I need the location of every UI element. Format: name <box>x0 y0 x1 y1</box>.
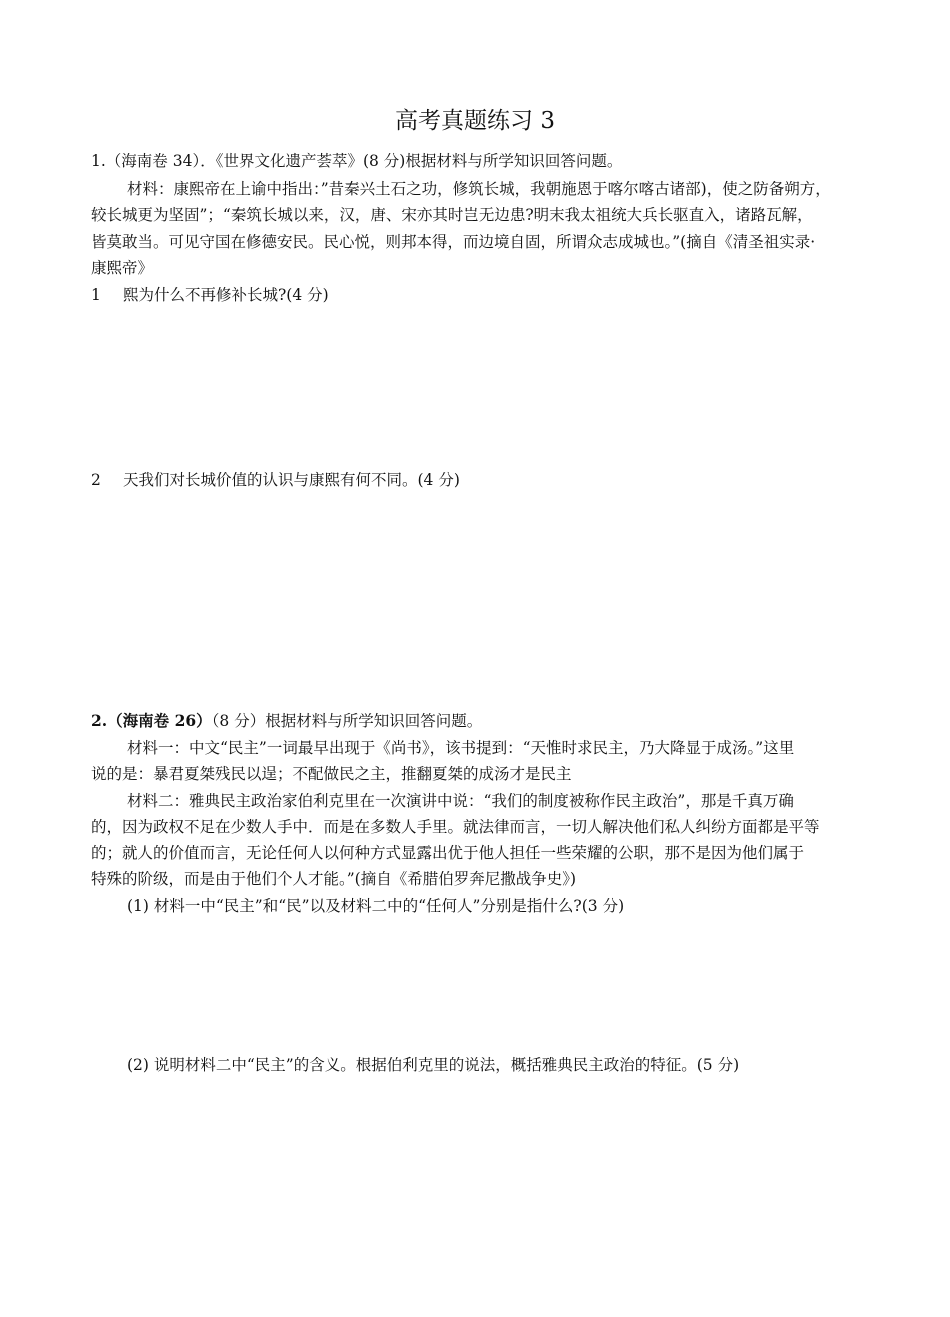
question-1-subquestion-2 <box>91 470 460 490</box>
subquestion-text: 天我们对长城价值的认识与康熙有何不同。(4 分) <box>123 471 460 489</box>
question-2-subquestion-2: (2) 说明材料二中“民主”的含义。根据伯利克里的说法，概括雅典民主政治的特征。(5 分) <box>127 1056 740 1074</box>
question-2-material-2-line: 的；就人的价值而言，无论任何人以何种方式显露出优于他人担任一些荣耀的公职，那不是因为他们属于 <box>91 844 805 862</box>
question-2-material-2-line: 材料二：雅典民主政治家伯利克里在一次演讲中说：“我们的制度被称作民主政治”，那是千真万确 <box>127 792 794 810</box>
subquestion-number: 2 <box>91 471 101 489</box>
question-2-source: 2.（海南卷 26） <box>91 711 212 730</box>
question-1-subquestion-1 <box>91 285 329 305</box>
question-2-header <box>91 711 482 731</box>
question-2-subquestion-1: (1) 材料一中“民主”和“民”以及材料二中的“任何人”分别是指什么?(3 分) <box>127 897 625 915</box>
subquestion-number: 1 <box>91 286 101 304</box>
page-title: 高考真题练习 3 <box>395 108 555 134</box>
question-2-instruction: （8 分）根据材料与所学知识回答问题。 <box>211 712 483 730</box>
question-1-material-line: 皆莫敢当。可见守国在修德安民。民心悦，则邦本得，而边境自固，所谓众志成城也。”(摘自《清圣祖实录· <box>91 233 816 251</box>
question-1-material-line: 较长城更为坚固”；“秦筑长城以来，汉，唐、宋亦其时岂无边患?明末我太祖统大兵长驱直入，诸路瓦解， <box>91 206 813 224</box>
question-1-header: 1.（海南卷 34）．《世界文化遗产荟萃》(8 分)根据材料与所学知识回答问题。 <box>91 152 623 170</box>
question-2-material-1-line: 材料一：中文“民主”一词最早出现于《尚书》，该书提到：“天惟时求民主，乃大降显于成汤。”这里 <box>127 739 795 757</box>
question-1-material-line: 材料：康熙帝在上谕中指出：”昔秦兴土石之功，修筑长城，我朝施恩于喀尔喀古诸部)，使之防备朔方， <box>127 180 831 198</box>
question-1-material-line: 康熙帝》 <box>91 259 154 277</box>
question-2-material-1-line: 说的是：暴君夏桀残民以逞；不配做民之主，推翻夏桀的成汤才是民主 <box>91 765 572 783</box>
question-2-material-2-line: 特殊的阶级，而是由于他们个人才能。”(摘自《希腊伯罗奔尼撒战争史》) <box>91 870 577 888</box>
subquestion-text: 熙为什么不再修补长城?(4 分) <box>123 286 329 304</box>
question-2-material-2-line: 的，因为政权不足在少数人手中．而是在多数人手里。就法律而言，一切人解决他们私人纠纷方面都是平等 <box>91 818 820 836</box>
